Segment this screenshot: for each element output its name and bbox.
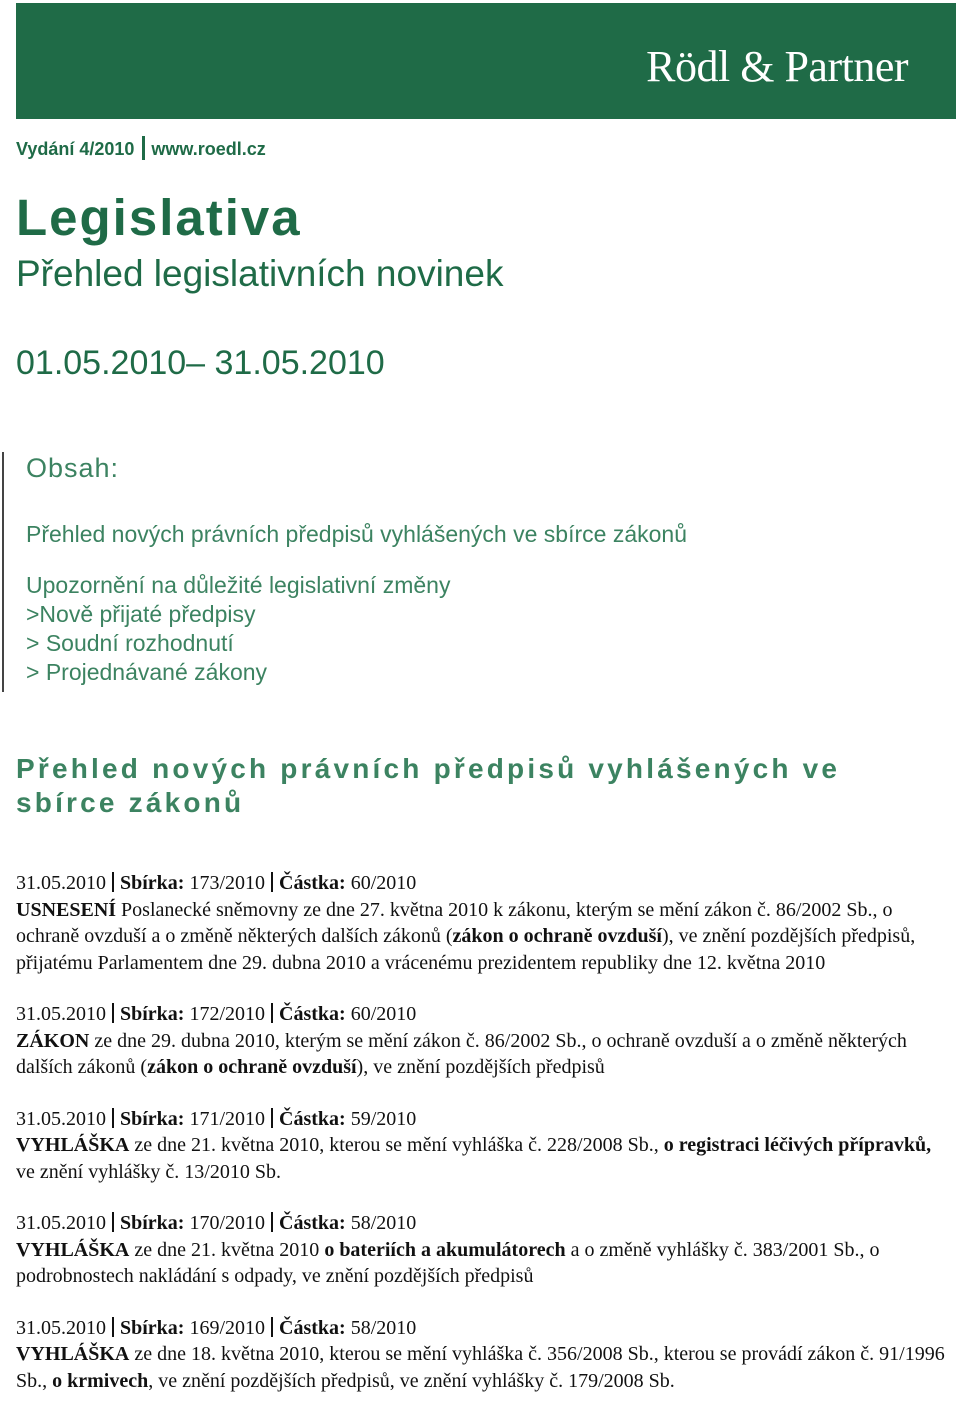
entry-text: ze dne 18. května 2010, kterou se mění vyhláška č. 356/2008 Sb.: [129, 1343, 654, 1365]
castka-number: 59/2010: [350, 1107, 417, 1130]
law-entry: [16, 1210, 946, 1290]
law-entry: [16, 870, 946, 976]
sbirka-label: Sbírka:: [120, 1212, 185, 1234]
sbirka-number: 169/2010: [189, 1316, 266, 1339]
toc-item-important-changes[interactable]: Upozornění na důležité legislativní změny: [26, 572, 451, 599]
toc-item-new-regulations[interactable]: >Nově přijaté předpisy: [26, 601, 256, 628]
sbirka-label: Sbírka:: [120, 1003, 185, 1025]
castka-number: 60/2010: [350, 872, 417, 894]
sbirka-number: 172/2010: [189, 1003, 266, 1025]
issue-line: [16, 136, 266, 160]
entry-text: ze dne 21. května 2010: [129, 1238, 325, 1261]
date-range: 01.05.2010– 31.05.2010: [16, 344, 385, 382]
sbirka-number: 173/2010: [189, 872, 266, 894]
entry-emphasis: o bateriích a akumulátorech: [324, 1238, 566, 1261]
brand-logo: Rödl & Partner: [646, 42, 908, 91]
issue-number: Vydání 4/2010: [16, 139, 135, 159]
entry-emphasis: VYHLÁŠKA: [16, 1343, 130, 1365]
entries-list: [16, 870, 946, 1419]
sbirka-label: Sbírka:: [120, 872, 185, 894]
entry-date: 31.05.2010: [16, 1107, 106, 1130]
entry-header: [16, 1106, 946, 1133]
entry-emphasis: ZÁKON: [16, 1029, 90, 1052]
entry-text: ve znění vyhlášky č. 13/2010 Sb.: [16, 1160, 281, 1183]
entry-separator: [112, 1212, 114, 1232]
header-banner: [16, 3, 956, 119]
entry-text: , o ochraně ovzduší a o změně některých dalších zákonů (: [16, 898, 893, 947]
entry-separator: [112, 1317, 114, 1337]
entry-text: ,: [42, 1369, 53, 1392]
entry-header: [16, 1001, 946, 1028]
entry-text: ze dne 29. dubna 2010, kterým se mění zákon č. 86/2002 Sb.: [89, 1029, 582, 1052]
law-entry: [16, 1001, 946, 1081]
entry-text: Poslanecké sněmovny ze dne 27. května 2010 k zákonu, kterým se mění zákon č. 86/2002 Sb.: [116, 898, 873, 921]
law-entry: [16, 1315, 946, 1395]
entry-separator: [271, 1317, 273, 1337]
entry-description: [16, 1237, 946, 1290]
entry-separator: [271, 872, 273, 892]
castka-number: 58/2010: [350, 1212, 417, 1234]
toc-heading: Obsah:: [26, 453, 120, 483]
entry-description: [16, 1341, 946, 1394]
entry-separator: [112, 1003, 114, 1023]
entry-emphasis: o krmivech: [52, 1369, 149, 1392]
entry-description: [16, 1132, 946, 1185]
castka-label: Částka:: [279, 1212, 346, 1234]
entry-text: , o podrobnostech nakládání s odpady, ve znění pozdějších předpisů: [16, 1238, 880, 1287]
entry-text: ,: [653, 1134, 664, 1156]
entry-date: 31.05.2010: [16, 1003, 106, 1025]
entry-separator: [112, 1108, 114, 1128]
entry-header: [16, 1315, 946, 1342]
entry-separator: [271, 1108, 273, 1128]
entry-emphasis: VYHLÁŠKA: [16, 1238, 130, 1261]
entry-description: [16, 1028, 946, 1081]
entry-text: ), ve znění pozdějších předpisů: [356, 1056, 605, 1078]
entry-header: [16, 870, 946, 897]
castka-label: Částka:: [279, 1003, 346, 1025]
law-entry: [16, 1106, 946, 1186]
entry-separator: [271, 1003, 273, 1023]
castka-label: Částka:: [279, 1107, 346, 1130]
entry-emphasis: zákon o ochraně ovzduší: [147, 1056, 357, 1078]
castka-label: Částka:: [279, 872, 346, 894]
entry-description: [16, 897, 946, 977]
website-link[interactable]: www.roedl.cz: [151, 139, 266, 159]
entry-separator: [112, 872, 114, 892]
entry-date: 31.05.2010: [16, 1212, 106, 1234]
entry-text: , o ochraně ovzduší a o změně některých dalších zákonů (: [16, 1029, 907, 1078]
sbirka-label: Sbírka:: [120, 1316, 185, 1339]
entry-text: , kterou se provádí zákon č. 91/1996 Sb.: [16, 1343, 945, 1392]
castka-number: 60/2010: [350, 1003, 417, 1025]
table-of-contents: [2, 452, 902, 692]
entry-emphasis: USNESENÍ: [16, 898, 117, 921]
toc-item-court-decisions[interactable]: > Soudní rozhodnutí: [26, 630, 234, 657]
section-title: Přehled nových právních předpisů vyhlášených ve sbírce zákonů: [16, 753, 841, 818]
entry-date: 31.05.2010: [16, 872, 106, 894]
castka-number: 58/2010: [350, 1316, 417, 1339]
entry-emphasis: VYHLÁŠKA: [16, 1134, 130, 1156]
entry-separator: [271, 1212, 273, 1232]
castka-label: Částka:: [279, 1316, 346, 1339]
entry-emphasis: zákon o ochraně ovzduší: [452, 925, 662, 947]
page-title: Legislativa: [16, 189, 302, 246]
entry-header: [16, 1210, 946, 1237]
entry-date: 31.05.2010: [16, 1316, 106, 1339]
toc-item-overview[interactable]: Přehled nových právních předpisů vyhlášených ve sbírce zákonů: [26, 521, 687, 548]
sbirka-label: Sbírka:: [120, 1107, 185, 1130]
sbirka-number: 170/2010: [189, 1212, 266, 1234]
entry-text: ), ve znění pozdějších předpisů, přijatému Parlamentem dne 29. dubna 2010 a vrácenému prezidentem republiky dne 12. května 2010: [16, 925, 916, 974]
issue-separator: [142, 136, 145, 160]
entry-text: a o změně vyhlášky č. 383/2001 Sb.: [565, 1238, 860, 1261]
entry-text: , ve znění pozdějších předpisů, ve znění vyhlášky č. 179/2008 Sb.: [148, 1369, 675, 1392]
page-subtitle: Přehled legislativních novinek: [16, 253, 504, 294]
sbirka-number: 171/2010: [189, 1107, 266, 1130]
entry-emphasis: o registraci léčivých přípravků,: [663, 1134, 932, 1156]
toc-item-pending-laws[interactable]: > Projednávané zákony: [26, 659, 268, 686]
entry-text: ze dne 21. května 2010, kterou se mění vyhláška č. 228/2008 Sb.: [129, 1134, 654, 1156]
